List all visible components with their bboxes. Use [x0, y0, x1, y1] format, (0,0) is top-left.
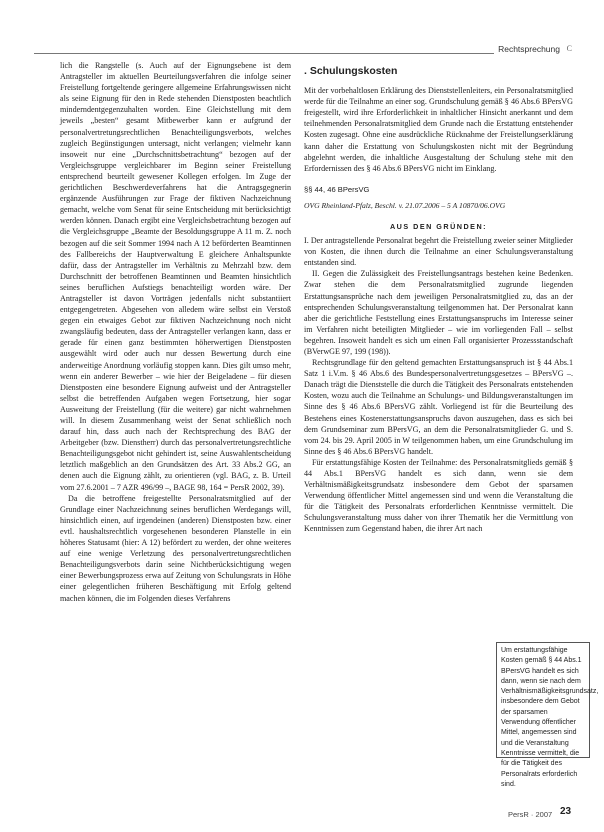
court-reference: OVG Rheinland-Pfalz, Beschl. v. 21.07.2006 – 5 A 10870/06.OVG: [304, 200, 506, 210]
page-number: 23: [560, 806, 572, 817]
header-mark: C: [566, 44, 572, 53]
keywords: §§ 44, 46 BPersVG: [304, 184, 370, 194]
footer-publication: PersR · 2007: [508, 810, 553, 819]
left-paragraph-2: Da die betroffene freigestellte Personalratsmitglied auf der Grundlage einer Nachzeichnung seines beruflichen Werdegangs will, hinsichtlich einen, auf irgendeinen (anderen) Dienstposten bzw. einer evtl. haushaltsrechtlich vorgesehenen besonderen Planstelle in ein höheres Statusamt (hier: A 12) befördert zu werden, der ohne weiteres auf eine wenige Verletzung des personalvertretungsrechtlichen Benachteiligungsverbots darin seine Nichtberücksichtigung wegen einer Bewerbungsprozess erwa auf Zeitung von Schulungsrats in Höhe einer gelegentlichen früheren Beschäftigung mit Erfolg geltend machen können, die im Folgenden dieses Verfahrens: [60, 493, 291, 603]
header-rule: [34, 53, 494, 54]
right-paragraph-4: Für erstattungsfähige Kosten der Teilnahme: des Personalratsmitglieds gemäß § 44 Abs.1 BPersVG handelt es sich dann, wenn sie dem Verhältnismäßigkeitsgrundsatz insbesondere dem Gebot der sparsamen Verwendung öffentlicher Mittel angemessen sind und wenn die Veranstaltung die für die Tätigkeit des Personalrats erforderlichen Kenntnisse vermittelt. Die Schulungsveranstaltung muss daher von ihrer Thematik her die Vermittlung von Kenntnissen zum Gegenstand haben, die ihrer Art nach: [304, 457, 573, 534]
page-header: [34, 44, 604, 58]
section-title: Rechtsprechung: [498, 44, 560, 54]
reasons-heading: AUS DEN GRÜNDEN:: [389, 221, 488, 231]
right-paragraph-3: Rechtsgrundlage für den geltend gemachten Erstattungsanspruch ist § 44 Abs.1 Satz 1 i.V.m. § 46 Abs.6 des Bundespersonalvertretungsgesetzes – BPersVG –. Danach trägt die Dienststelle die durch die Tätigkeit des Personalrats entstehenden Kosten, wozu auch die Teilnahme an Schulungs- und Bildungsveranstaltungen im Sinne des § 46 Abs.6 BPersVG zählt. Vorliegend ist für die Beurteilung des Bestehens eines Kostenerstattungsanspruchs davon auszugehen, dass es sich bei dem Grundseminar zum BPersVG, an dem die Personalratsmitglieder G. und S. vom 24. bis 29. April 2005 in W teilgenommen haben, um eine Grundschulung im Sinne des § 46 Abs.6 BPersVG handelt.: [304, 358, 573, 456]
left-paragraph-1: lich die Rangstelle (s. Auch auf der Eignungsebene ist dem Antragsteller im aktuellen Beurteilungsverfahren die infolge seiner Freistellung fortgeltende geringere allgemeine Erfahrungswissen nicht als seine Eignung für den in Rede stehenden Dienstposten beachtlich minderndentgegenzuhalten worden. Eine Gleichstellung mit dem jeweils „besten“ gesamt Mitbewerber kann er aufgrund der personalvertretungsrechtlichen Benachteiligungsverbots, welches zugleich Begünstigungen untersagt, nicht verlangen; vielmehr kann insoweit nur eine „Durchschnittsbetrachtung“ bezogen auf der Vergleichsgruppe vergleichbarer im Beginn seiner Freistellung entsprechend beurteilt gewesener Kollegen erfolgen. Im Zuge der gerichtlichen Beschwerdeverfahrens hat die Antragsgegnerin ergänzende Ausführungen zur Frage der fiktiven Nachzeichnung gemacht, welche vom Senat für seine Entscheidung mit berücksichtigt werden können. Danach ergibt eine Vergleichsbetrachtung bezogen auf die Vergleichsgruppe „Beamte der Besoldungsgruppe A 11 m. Z. noch bezogen auf die seit Sommer 1994 nach A 12 beförderten Beamtinnen des Fallbereichs der Hauptverwaltung E gleichere Anhaltspunkte dafür, dass der Antragsteller im Verhältnis zu Mehrzahl bzw. dem Durchschnitt der betroffenen Beamtinnen und Beamten hinsichtlich seines beruflichen Aufstiegs benachteiligt worden wäre. Der Antragsteller ist davon Vorträgen jedenfalls nicht substantiiert entgegengetreten. Abgesehen von alledem wäre selbst ein Verstoß gegen ein etwaiges Gebot zur fiktiven Nachzeichnung noch nicht zwangsläufig bedeuten, dass der Antragsteller verlangen kann, dass er gerade für einen ganz bestimmten höherwertigen Dienstposten ausgewählt wird oder auch nur dessen Bewertung durch eine anderweitige Anordnung vorläufig stoppen kann. Dies gilt umso mehr, wenn ein anderer Bewerber – wie hier der Beigeladene – für diesen Dienstposten eine besondere Eignung aufweist und der Antragsteller selbst die betreffenden Aufgaben wegen Fortsetzung, hier sogar Ausweitung der Freistellung (für die weitere) gar nicht wahrnehmen will. In diesem Zusammenhang weist der Senat schließlich noch darauf hin, dass auch nach der Rechtsprechung des BAG der Arbeitgeber (bzw. Dienstherr) durch das personalvertretungsrechtliche Benachteiligungsgebot nicht gehindert ist, seine Auswahlentscheidung letztlich maßgeblich an den Grundsätzen des Art. 33 Abs.2 GG, an denen auch die Eignung zählt, zu orientieren (vgl. BAG, z. B. Urteil vom 27.6.2001 – 7 AZR 496/99 –, BAGE 98, 164 = PersR 2002, 39).: [60, 61, 291, 492]
right-column: [304, 62, 573, 535]
sidebar-box: [496, 642, 599, 788]
right-paragraph-1: I. Der antragstellende Personalrat begehrt die Freistellung zweier seiner Mitglieder von Kosten, die ihnen durch die Teilnahme an einer Schulungsveranstaltung entstanden sind.: [304, 236, 573, 268]
sidebar-box-text: Um erstattungsfähige Kosten gemäß § 44 Abs.1 BPersVG handelt es sich dann, wenn sie nach dem Verhältnismäßigkeitsgrundsatz, insbesondere dem Gebot der sparsamen Verwendung öffentlicher Mittel, angemessen sind und die Veranstaltung Kenntnisse vermittelt, die für die Tätigkeit des Personalrats erforderlich sind.: [501, 647, 599, 788]
right-paragraph-2: II. Gegen die Zulässigkeit des Freistellungsantrags bestehen keine Bedenken. Zwar stehen die dem Personalratsmitglied zugrunde liegenden Erstattungsansprüche nach dem jeweiligen Personalratsmitglied zu, das an der entsprechenden Schulungsveranstaltung teilgenommen hat. Der Personalrat kann aber die gerichtliche Feststellung eines Erstattungsanspruchs im Interesse seiner im Verfahren nicht beteiligten Mitglieder – wie im vorliegenden Fall – selbst begehren. Insoweit handelt es sich um einen Fall organisierter Prozessstandschaft (BVerwGE 97, 199 (198)).: [304, 269, 573, 356]
left-column: [60, 60, 291, 604]
article-heading-text: Schulungskosten: [309, 65, 398, 77]
article-heading: . Schulungskosten: [304, 65, 398, 77]
lead-paragraph: Mit der vorbehaltlosen Erklärung des Dienststellenleiters, ein Personalratsmitglied werde für die Teilnahme an einer sog. Grundschulung gemäß § 46 Abs.6 BPersVG freigestellt, wird ihre Erforderlichkeit in inhaltlicher Hinsicht anerkannt und dem teilnehmenden Personalratsmitglied dem Grunde nach die Erstattung entstehender Kosten zugesagt. Ohne eine ausdrückliche Rücknahme der Freistellungserklärung kann daher die Erstattung von Schulungskosten nicht mit der Begründung abgelehnt werden, die inhaltliche Ausgestaltung der Schulung stehe mit den Erfordernissen des § 46 Abs.6 BPersVG nicht im Einklang.: [304, 86, 573, 173]
